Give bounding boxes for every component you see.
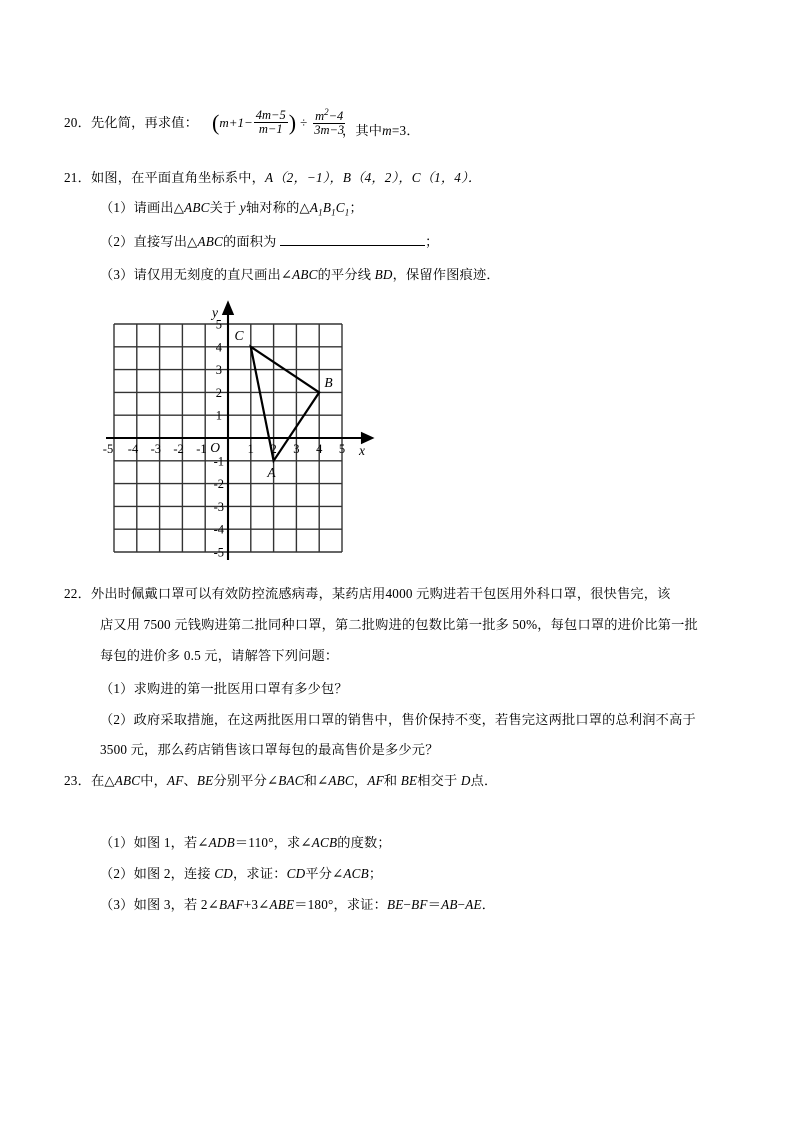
expr-open-paren: (: [212, 109, 220, 135]
part-text-after: 的面积为: [223, 234, 277, 249]
question-23-stem: [64, 771, 497, 791]
expr-lead: m+1−: [219, 114, 253, 130]
x-tick-4: 4: [316, 442, 323, 456]
x-tick--5: -5: [102, 442, 114, 456]
stem-p9: 点．: [470, 773, 498, 788]
part-t2: ＝110°，求∠: [234, 835, 312, 850]
segment-ae-ref: AE: [465, 897, 482, 912]
segment-af-ref: AF: [167, 773, 184, 788]
x-tick-3: 3: [293, 442, 300, 456]
segment-bf-ref: BF: [411, 897, 428, 912]
segment-af-ref-2: AF: [367, 773, 384, 788]
y-tick-1: 1: [215, 408, 222, 423]
y-tick--2: -2: [213, 477, 224, 492]
question-23-part-3: [100, 895, 495, 915]
x-tick-5: 5: [338, 442, 346, 456]
x-tick--2: -2: [173, 442, 184, 456]
stem-p6: ，: [353, 773, 368, 788]
part-t3: 平分∠: [305, 866, 344, 881]
question-21-points: A（2，−1），B（4，2），C（1，4）．: [265, 170, 482, 185]
question-22-part-1: [100, 679, 348, 699]
x-axis-arrow: [362, 433, 372, 442]
angle-adb-ref: ADB: [208, 835, 235, 850]
triangle-abc-shape: [251, 347, 319, 461]
expr-fraction-2-denominator: 3m−3: [314, 123, 345, 138]
part-text-after: 的平分线: [317, 267, 375, 282]
question-22-line-3: [100, 646, 338, 666]
x-tick-1: 1: [247, 442, 254, 456]
y-tick--5: -5: [213, 545, 224, 560]
coordinate-plane-figure: [100, 288, 390, 578]
answer-blank-area[interactable]: [280, 234, 425, 246]
question-22-part-2-line-1: [100, 710, 696, 730]
part-label: （2）: [100, 234, 134, 249]
part-text-mid2: 轴对称的△: [245, 200, 310, 215]
segment-be-ref-3: BE: [387, 897, 404, 912]
y-tick--3: -3: [213, 499, 224, 514]
part-tail: ，保留作图痕迹．: [392, 267, 500, 282]
part-label: （1）: [100, 200, 134, 215]
part-text-after: ；: [349, 200, 363, 215]
stem-p4: 分别平分∠: [213, 773, 279, 788]
part-t4: −: [403, 897, 412, 912]
y-tick-3: 3: [215, 363, 222, 378]
y-tick-4: 4: [215, 340, 222, 355]
part-text-before: 直接写出△: [133, 234, 198, 249]
angle-bac-ref: BAC: [278, 773, 304, 788]
vertex-label-c: C: [234, 328, 244, 343]
stem-p8: 相交于: [417, 773, 461, 788]
y-tick-5: 5: [215, 317, 222, 332]
segment-be-ref: BE: [196, 773, 214, 788]
segment-be-ref-2: BE: [400, 773, 418, 788]
expr-frac2-num-exponent: 2: [324, 107, 329, 117]
question-20-suffix: [342, 121, 420, 141]
question-22-line-1: [64, 584, 671, 604]
expr-fraction-1-numerator: 4m−5: [255, 108, 286, 123]
part-label: （3）: [100, 897, 134, 912]
question-21-stem: [64, 168, 481, 188]
question-20-number: 20．: [64, 115, 91, 130]
angle-abc-ref: ABC: [328, 773, 354, 788]
question-23-part-1: [100, 833, 391, 853]
part-t7: ．: [481, 897, 496, 912]
part-t2: +3∠: [243, 897, 270, 912]
triangle-a1b1c1-ref: $A_1B_1C_1$: [309, 200, 350, 218]
expr-frac2-num-base: m: [315, 109, 325, 124]
question-21-number: 21．: [64, 170, 91, 185]
question-20-value: =3．: [391, 123, 420, 138]
y-tick--4: -4: [213, 522, 224, 537]
x-tick-2: 2: [270, 442, 277, 456]
part-t4: ；: [368, 866, 383, 881]
question-21-part-3: [100, 265, 500, 285]
question-22-part-2-line-2: [100, 740, 439, 760]
triangle-abc-outline: [251, 347, 319, 461]
expr-fraction-1: [254, 109, 288, 136]
part-text-line2: 3500 元，那么药店销售该口罩每包的最高售价是多少元？: [100, 742, 439, 757]
part-text: 求购进的第一批医用口罩有多少包？: [133, 681, 348, 696]
part-t3: ＝180°，求证：: [294, 897, 388, 912]
part-label: （1）: [100, 835, 134, 850]
y-axis-label: y: [212, 305, 218, 320]
x-tick--4: -4: [127, 442, 139, 456]
question-20-prompt: 先化简，再求值：: [90, 115, 199, 130]
expr-close-paren: ): [288, 109, 297, 135]
question-21-part-1: [100, 198, 363, 220]
question-23-number: 23．: [64, 773, 91, 788]
segment-ab-ref: AB: [441, 897, 458, 912]
x-axis-label: x: [359, 443, 365, 458]
y-tick--1: -1: [213, 454, 224, 469]
segment-bd-ref: BD: [374, 267, 393, 282]
origin-label: O: [210, 440, 220, 455]
stem-p1: 在△: [90, 773, 115, 788]
segment-cd-ref: CD: [214, 866, 234, 881]
question-20-variable: m: [382, 123, 392, 138]
y-tick-2: 2: [215, 385, 222, 400]
x-tick--3: -3: [150, 442, 162, 456]
part-label: （1）: [100, 681, 134, 696]
question-20-line: [64, 113, 198, 133]
part-label: （3）: [100, 267, 134, 282]
y-axis-arrow: [223, 303, 232, 314]
point-d-ref: D: [460, 773, 471, 788]
triangle-abc-ref: ABC: [184, 200, 210, 215]
stem-p2: 中，: [140, 773, 168, 788]
vertex-labels: [234, 328, 332, 480]
triangle-abc-ref: ABC: [114, 773, 141, 788]
question-20-expression: [212, 108, 347, 137]
part-t1: 如图 3，若 2∠: [133, 897, 219, 912]
expr-fraction-2-numerator: [313, 108, 345, 124]
question-22-text-3: 每包的进价多 0.5 元，请解答下列问题：: [100, 648, 339, 663]
angle-abe-ref: ABE: [269, 897, 295, 912]
angle-baf-ref: BAF: [218, 897, 244, 912]
question-23-part-2: [100, 864, 382, 884]
angle-acb-ref-2: ACB: [343, 866, 369, 881]
part-t1: 如图 1，若∠: [133, 835, 209, 850]
part-t5: ＝: [427, 897, 442, 912]
part-text-line1: 政府采取措施，在这两批医用口罩的销售中，售价保持不变，若售完这两批口罩的总利润不高于: [133, 712, 696, 727]
question-21-part-2: [100, 232, 438, 252]
triangle-abc-ref: ABC: [197, 234, 223, 249]
angle-abc-ref: ABC: [292, 267, 318, 282]
part-label: （2）: [100, 712, 134, 727]
segment-cd-ref-2: CD: [286, 866, 306, 881]
part-tail: ；: [425, 234, 439, 249]
question-21-stem-text: 如图，在平面直角坐标系中，: [90, 170, 266, 185]
part-text-before: 请画出△: [133, 200, 185, 215]
part-label: （2）: [100, 866, 134, 881]
question-20-suffix-text: ，其中: [342, 123, 383, 138]
question-22-text-2: 店又用 7500 元钱购进第二批同种口罩，第二批购进的包数比第一批多 50%，每包口罩的进价比第一批: [100, 617, 698, 632]
expr-divide-operator: ÷: [300, 114, 308, 130]
expr-frac2-num-tail: −4: [328, 109, 344, 124]
stem-p7: 和: [383, 773, 401, 788]
vertex-label-b: B: [324, 375, 333, 390]
vertex-label-a: A: [267, 465, 276, 480]
part-text-mid: 关于: [209, 200, 240, 215]
expr-fraction-1-denominator: m−1: [258, 122, 283, 137]
part-t1: 如图 2，连接: [133, 866, 215, 881]
part-t3: 的度数；: [337, 835, 391, 850]
part-text-before: 请仅用无刻度的直尺画出∠: [133, 267, 293, 282]
part-t2: ，求证：: [233, 866, 287, 881]
part-t6: −: [457, 897, 466, 912]
question-22-line-2: [100, 615, 698, 635]
question-22-number: 22．: [64, 586, 91, 601]
angle-acb-ref: ACB: [311, 835, 338, 850]
question-22-text-1: 外出时佩戴口罩可以有效防控流感病毒，某药店用4000 元购进若干包医用外科口罩，很快售完，该: [90, 586, 671, 601]
coordinate-plane-svg: [100, 288, 390, 578]
x-tick--1: -1: [196, 442, 207, 456]
stem-p3: 、: [183, 773, 197, 788]
axis-ref: y: [239, 200, 246, 215]
stem-p5: 和∠: [303, 773, 329, 788]
